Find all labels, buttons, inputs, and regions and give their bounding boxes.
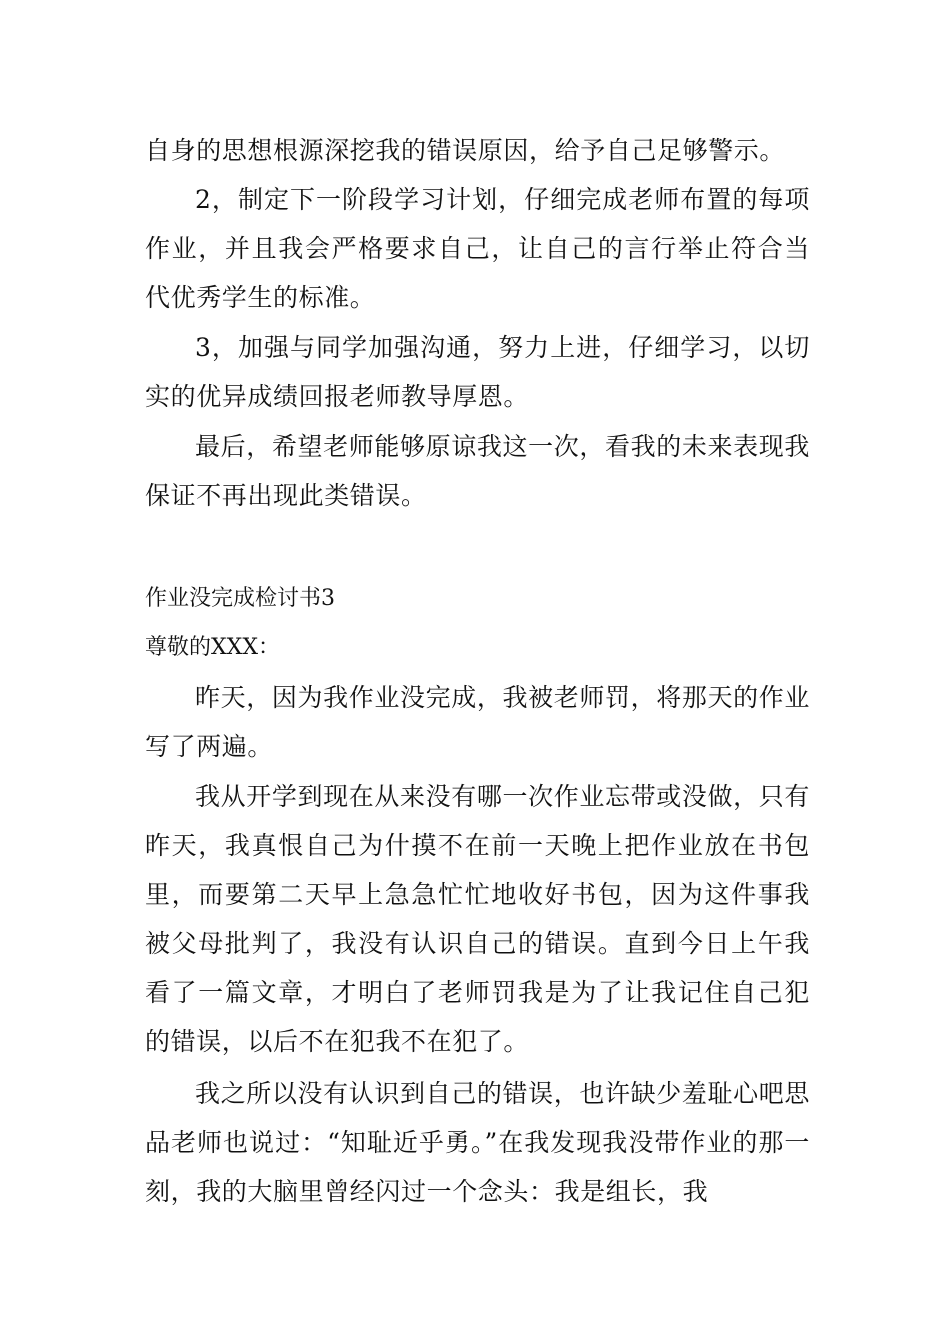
- section-title: 作业没完成检讨书3: [145, 586, 335, 611]
- paragraph-body-2: 我从开学到现在从来没有哪一次作业忘带或没做，只有昨天，我真恨自己为什摸不在前一天晚上把作业放在书包里，而要第二天早上急急忙忙地收好书包，因为这件事我被父母批判了，我没有认识自己的错误。直到今日上午我看了一篇文章，才明白了老师罚我是为了让我记住自己犯的错误，以后不在犯我不在犯了。: [145, 782, 810, 1056]
- paragraph-closing: 最后，希望老师能够原谅我这一次，看我的未来表现我保证不再出现此类错误。: [145, 432, 810, 510]
- paragraph-item-2: 2，制定下一阶段学习计划，仔细完成老师布置的每项作业，并且我会严格要求自己，让自己的言行举止符合当代优秀学生的标准。: [145, 185, 810, 312]
- paragraph-continuation: 自身的思想根源深挖我的错误原因，给予自己足够警示。: [145, 136, 786, 165]
- salutation: 尊敬的XXX：: [145, 635, 280, 660]
- paragraph-item-3: 3，加强与同学加强沟通，努力上进，仔细学习，以切实的优异成绩回报老师教导厚恩。: [145, 333, 810, 411]
- paragraph-body-3: 我之所以没有认识到自己的错误，也许缺少羞耻心吧思品老师也说过：“知耻近乎勇。”在我发现我没带作业的那一刻，我的大脑里曾经闪过一个念头：我是组长，我: [145, 1079, 810, 1206]
- paragraph-body-1: 昨天，因为我作业没完成，我被老师罚，将那天的作业写了两遍。: [145, 683, 810, 761]
